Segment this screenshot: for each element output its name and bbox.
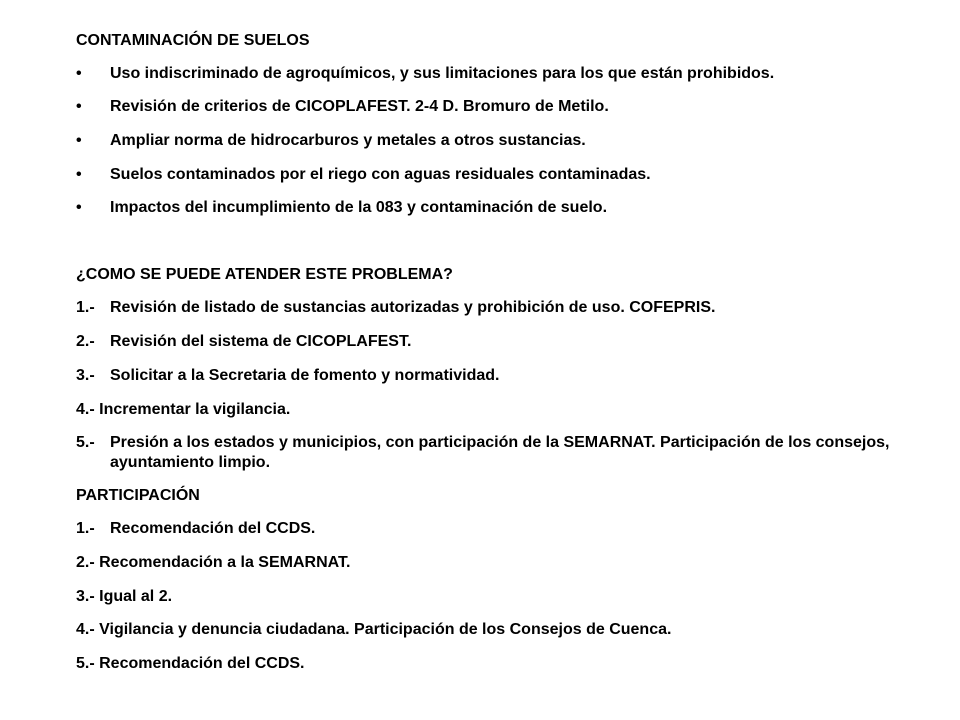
bullet-icon: •: [76, 199, 82, 216]
bullet-text: Suelos contaminados por el riego con aguas residuales contaminadas.: [110, 166, 651, 183]
bullet-text: Revisión de criterios de CICOPLAFEST. 2-4 D. Bromuro de Metilo.: [110, 98, 609, 115]
section-heading-como-atender: ¿COMO SE PUEDE ATENDER ESTE PROBLEMA?: [76, 266, 453, 283]
item-number: 5.-: [76, 434, 95, 451]
bullet-icon: •: [76, 98, 82, 115]
bullet-icon: •: [76, 166, 82, 183]
item-number: 1.-: [76, 299, 95, 316]
slide-content: [76, 0, 906, 720]
item-text: Presión a los estados y municipios, con participación de la SEMARNAT. Participación de los consejos, ayuntamiento limpio.: [110, 434, 890, 471]
item-text: Solicitar a la Secretaria de fomento y normatividad.: [110, 367, 500, 384]
bullet-icon: •: [76, 132, 82, 149]
item-text: Recomendación del CCDS.: [110, 520, 316, 537]
numbered-item: 4.- Incrementar la vigilancia.: [76, 401, 291, 418]
item-text: Revisión de listado de sustancias autorizadas y prohibición de uso. COFEPRIS.: [110, 299, 716, 316]
item-text: Revisión del sistema de CICOPLAFEST.: [110, 333, 412, 350]
bullet-text: Ampliar norma de hidrocarburos y metales a otros sustancias.: [110, 132, 586, 149]
numbered-item: 4.- Vigilancia y denuncia ciudadana. Participación de los Consejos de Cuenca.: [76, 621, 672, 638]
section-heading-contaminacion: CONTAMINACIÓN DE SUELOS: [76, 32, 310, 49]
bullet-text: Impactos del incumplimiento de la 083 y contaminación de suelo.: [110, 199, 608, 216]
item-number: 1.-: [76, 520, 95, 537]
item-number: 2.-: [76, 333, 95, 350]
numbered-item: 5.- Recomendación del CCDS.: [76, 655, 305, 672]
bullet-icon: •: [76, 65, 82, 82]
numbered-item: 2.- Recomendación a la SEMARNAT.: [76, 554, 351, 571]
section-heading-participacion: PARTICIPACIÓN: [76, 487, 200, 504]
bullet-text: Uso indiscriminado de agroquímicos, y sus limitaciones para los que están prohibidos.: [110, 65, 775, 82]
numbered-item: 3.- Igual al 2.: [76, 588, 173, 605]
item-number: 3.-: [76, 367, 95, 384]
